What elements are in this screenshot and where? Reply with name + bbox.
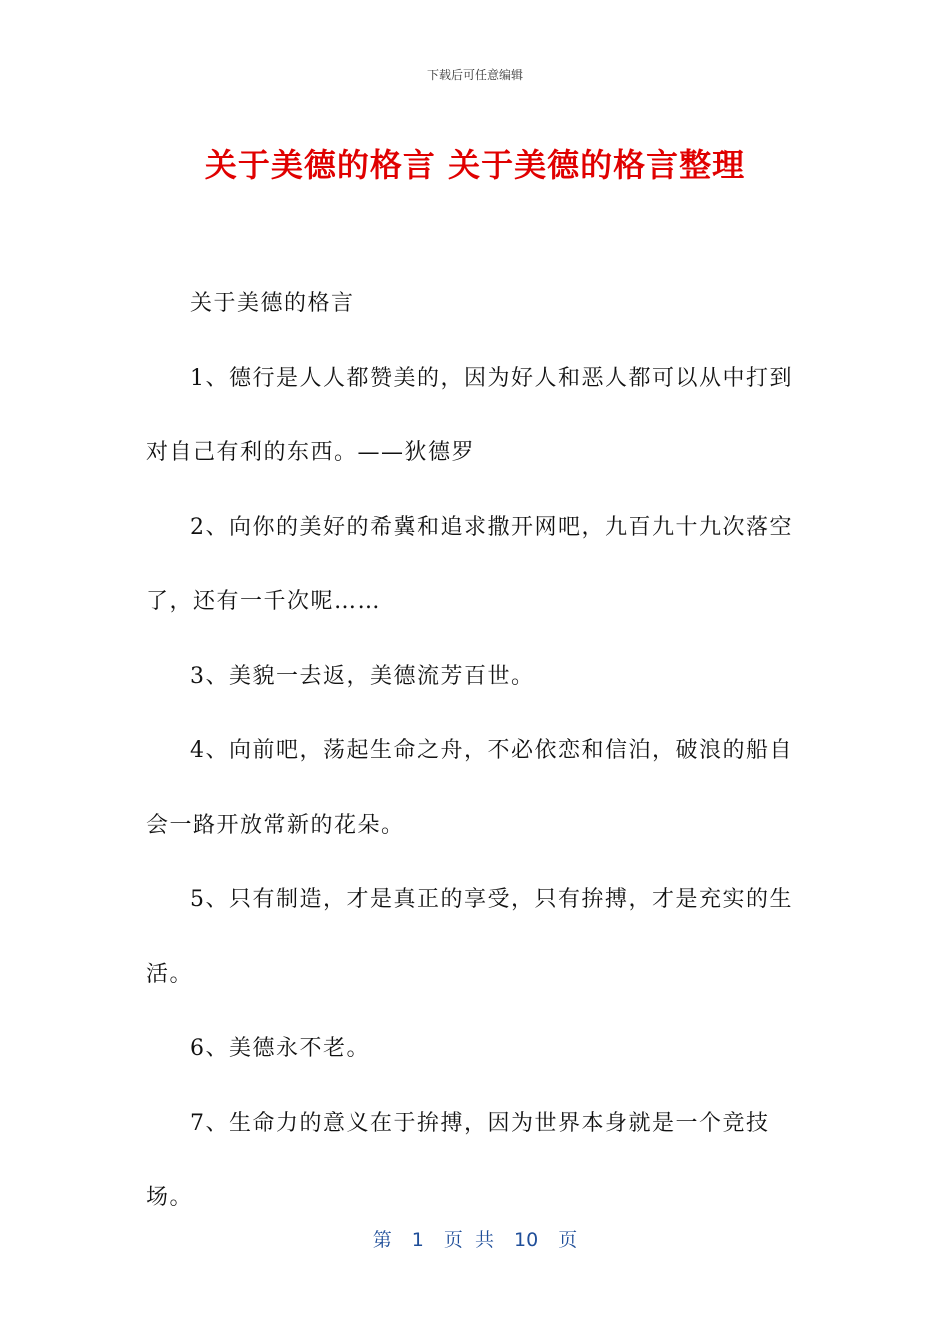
footer-suffix: 页 xyxy=(558,1229,578,1251)
quote-paragraph: 4、向前吧，荡起生命之舟，不必依恋和信泊，破浪的船自会一路开放常新的花朵。 xyxy=(146,738,793,838)
document-body xyxy=(146,267,816,1236)
quote-paragraph: 3、美貌一去返，美德流芳百世。 xyxy=(190,663,535,689)
quote-paragraph: 6、美德永不老。 xyxy=(190,1036,370,1061)
page-footer xyxy=(0,1225,950,1252)
footer-middle: 页 共 xyxy=(443,1229,494,1251)
quote-paragraph: 1、德行是人人都赞美的，因为好人和恶人都可以从中打到对自己有利的东西。——狄德罗 xyxy=(146,365,793,465)
footer-total-pages: 10 xyxy=(514,1229,539,1251)
quote-paragraph: 7、生命力的意义在于拚搏，因为世界本身就是一个竞技场。 xyxy=(146,1110,770,1210)
footer-current-page: 1 xyxy=(411,1229,424,1251)
quote-paragraph: 5、只有制造，才是真正的享受，只有拚搏，才是充实的生活。 xyxy=(146,887,793,987)
footer-prefix: 第 xyxy=(372,1229,392,1251)
quote-paragraph: 2、向你的美好的希冀和追求撒开网吧，九百九十九次落空了，还有一千次呢…… xyxy=(146,514,793,614)
document-title: 关于美德的格言 关于美德的格言整理 xyxy=(204,146,746,184)
header-note: 下载后可任意编辑 xyxy=(426,68,523,82)
section-heading: 关于美德的格言 xyxy=(190,291,355,316)
